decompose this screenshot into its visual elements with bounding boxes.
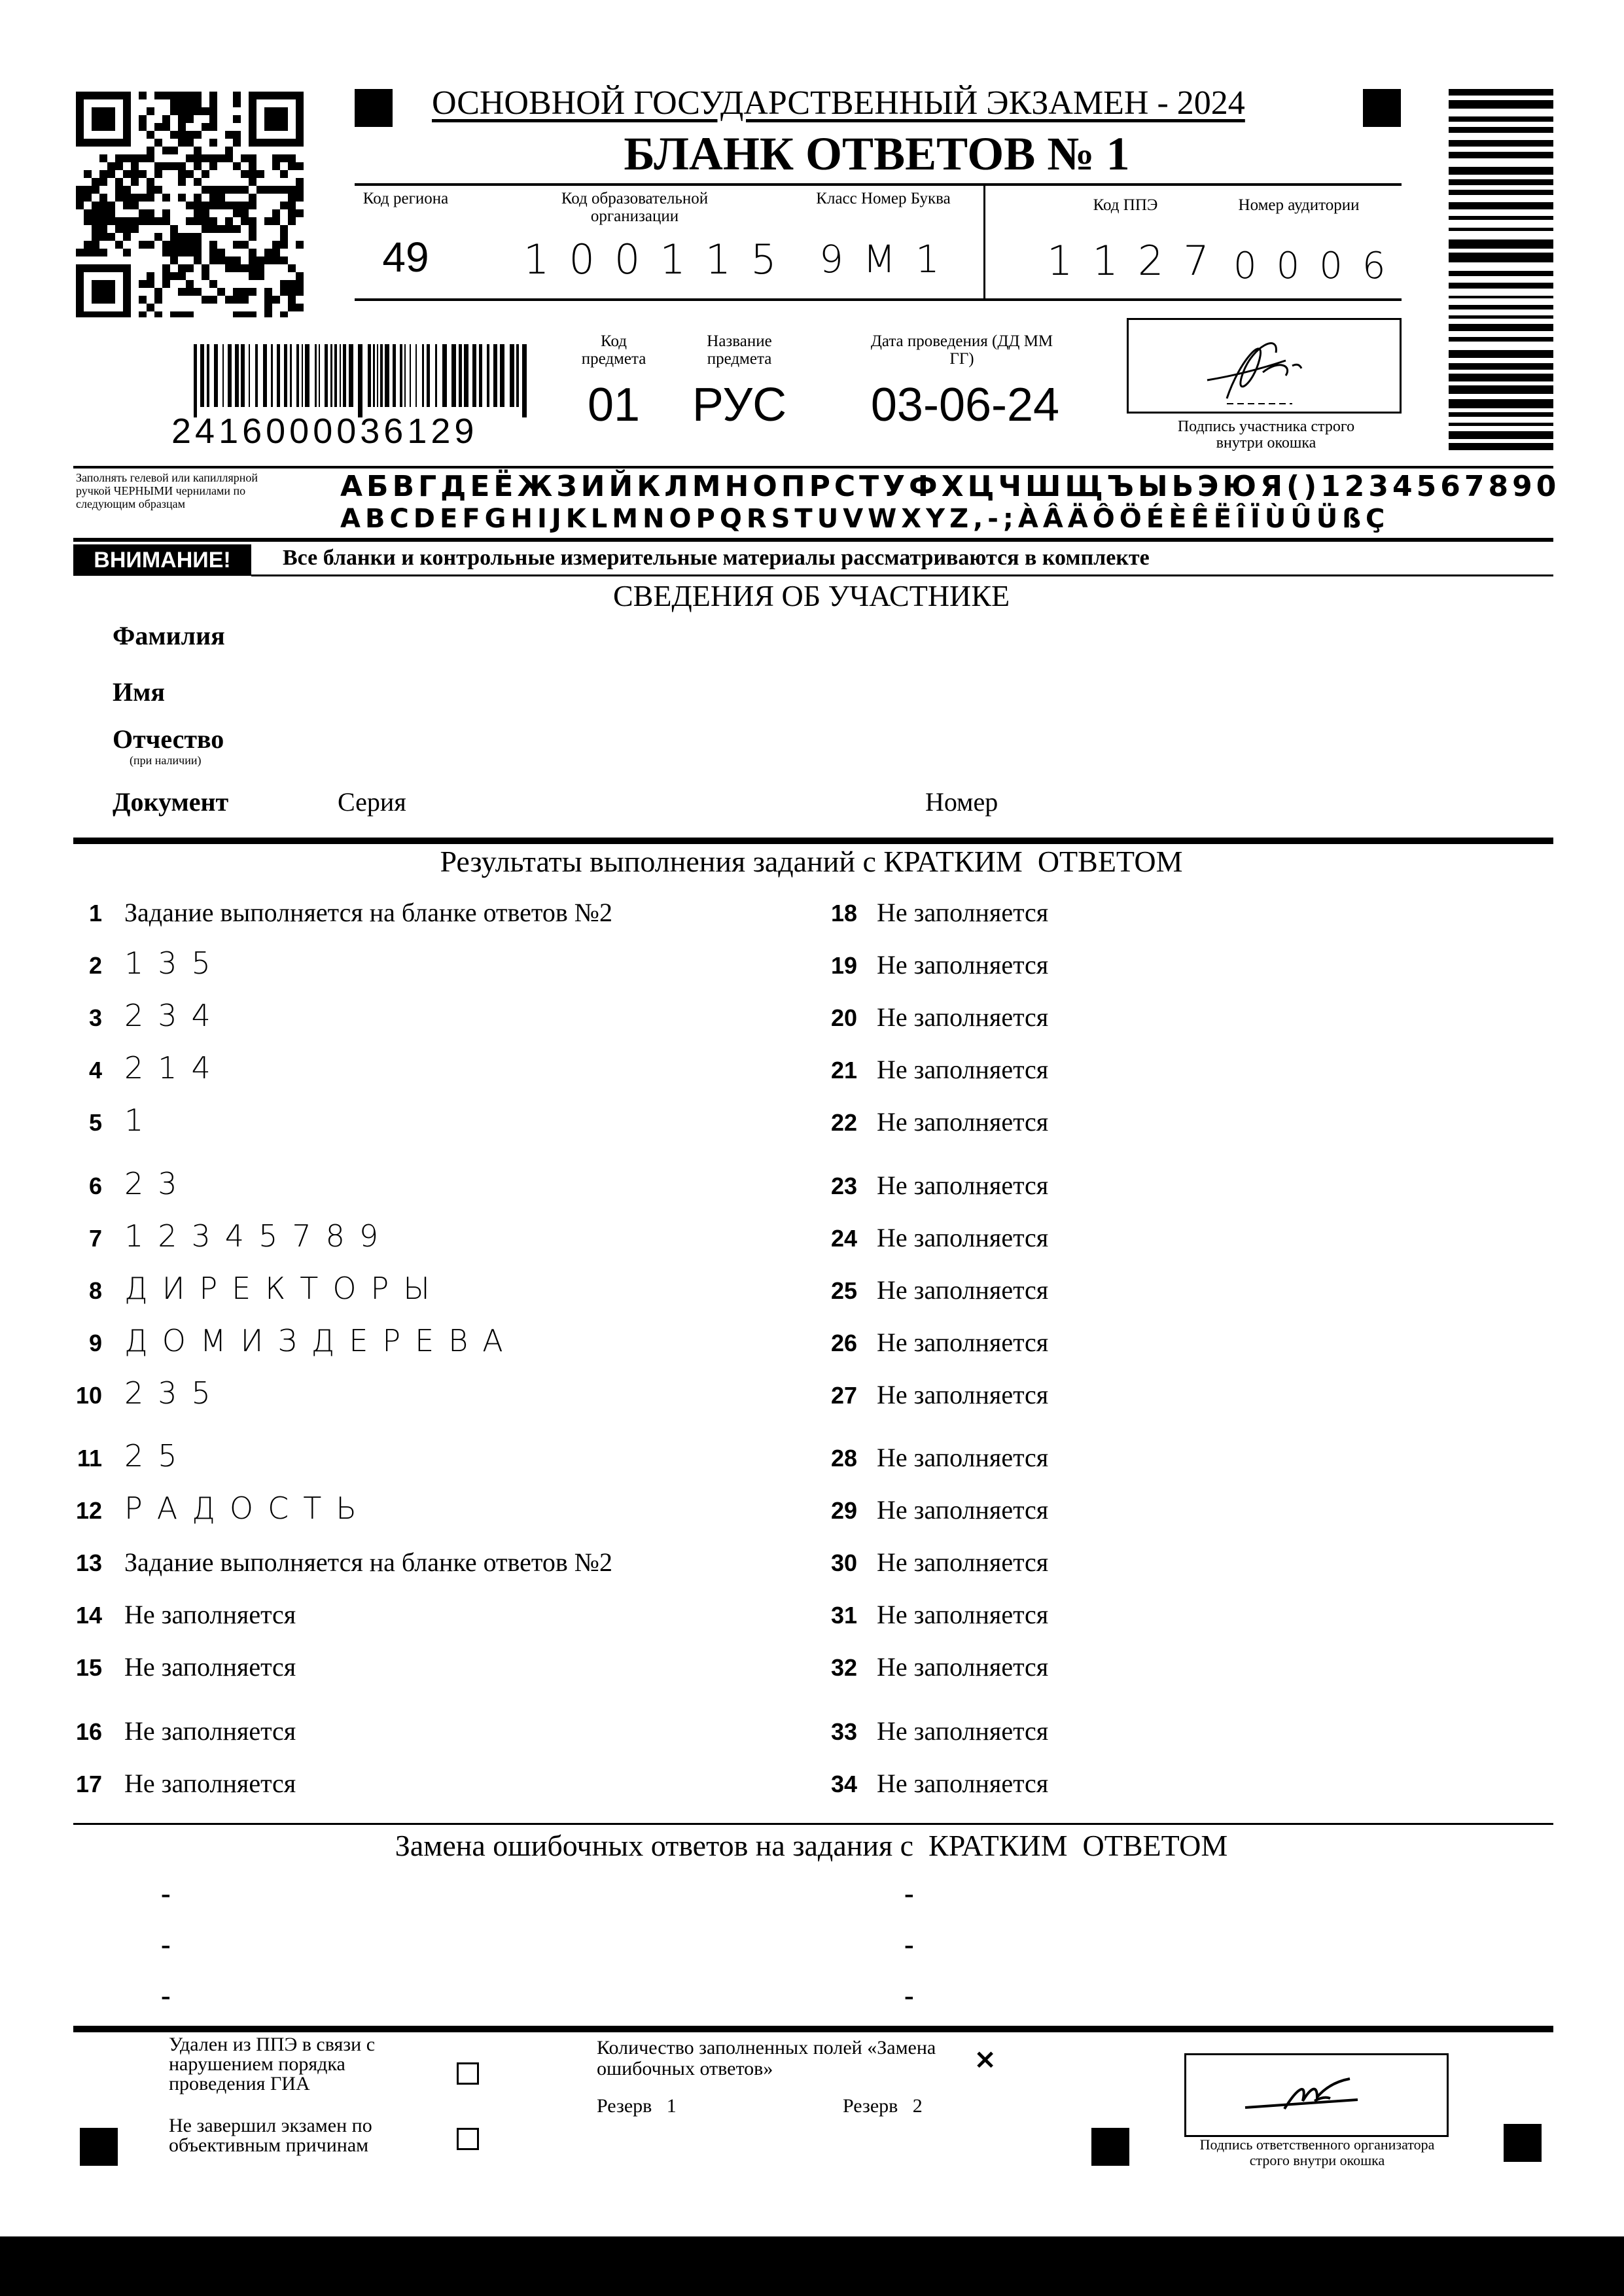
corner-marker-bottom-left	[80, 2128, 118, 2166]
corner-marker-bottom-center	[1091, 2128, 1129, 2166]
results-rule-top	[73, 838, 1553, 844]
answer-text: Не заполняется	[124, 1600, 296, 1629]
replacement-field-right[interactable]: -	[904, 1979, 914, 2011]
participant-signature	[1129, 320, 1400, 412]
answer-text: Задание выполняется на бланке ответов №2	[124, 898, 612, 927]
participant-signature-caption: Подпись участника строго внутри окошка	[1177, 418, 1355, 451]
answer-number: 24	[830, 1225, 857, 1252]
room-label: Номер аудитории	[1238, 196, 1360, 214]
answer-number: 23	[830, 1173, 857, 1199]
number-label: Номер	[925, 787, 998, 817]
answer-number: 16	[75, 1718, 102, 1745]
subject-code-label: Код предмета	[581, 332, 646, 368]
reserve2-label: Резерв 2	[843, 2095, 923, 2117]
answer-number: 12	[75, 1497, 102, 1524]
answer-text: Не заполняется	[877, 1716, 1049, 1746]
answer-number: 19	[830, 952, 857, 979]
patronymic-label: Отчество	[113, 724, 224, 754]
results-rule-bottom	[73, 1823, 1553, 1825]
replaced-count-label: Количество заполненных полей «Замена ошибочных ответов»	[597, 2037, 936, 2079]
answer-number: 13	[75, 1549, 102, 1576]
answer-number: 7	[88, 1225, 102, 1252]
replacement-field-right[interactable]: -	[904, 1877, 914, 1909]
scan-bottom-band	[0, 2236, 1624, 2296]
answer-number: 34	[830, 1771, 857, 1797]
answer-number: 20	[830, 1004, 857, 1031]
answer-handwritten[interactable]: РАДОСТЬ	[124, 1491, 371, 1526]
sample-instruction: Заполнять гелевой или капиллярной ручкой ЧЕРНЫМИ чернилами по следующим образцам	[76, 471, 258, 510]
not-finished-checkbox[interactable]	[457, 2128, 479, 2150]
answer-text: Не заполняется	[877, 1107, 1049, 1137]
answer-text: Не заполняется	[877, 1171, 1049, 1200]
answer-text: Не заполняется	[877, 1380, 1049, 1409]
answer-number: 5	[88, 1109, 102, 1136]
answer-text: Не заполняется	[124, 1769, 296, 1798]
class-label: Класс Номер Буква	[816, 190, 951, 207]
replacement-section-title: Замена ошибочных ответов на задания с КРАТКИМ ОТВЕТОМ	[395, 1829, 1228, 1862]
barcode-number: 2416000036129	[171, 412, 478, 451]
answer-text: Не заполняется	[877, 1002, 1049, 1032]
ppe-value: 1127	[1047, 237, 1229, 285]
answer-text: Не заполняется	[877, 1495, 1049, 1525]
corner-marker-top-left	[355, 89, 393, 127]
removed-label: Удален из ППЭ в связи с нарушением порядка проведения ГИА	[169, 2034, 376, 2094]
footer-rule	[73, 2026, 1553, 2032]
answer-number: 1	[88, 900, 102, 927]
org-label: Код образовательной организации	[561, 190, 709, 225]
answer-handwritten[interactable]: 12345789	[124, 1218, 393, 1254]
qr-code	[76, 92, 311, 317]
answer-number: 2	[88, 952, 102, 979]
reserve1-label: Резерв 1	[597, 2095, 677, 2117]
answer-handwritten[interactable]: ДИРЕКТОРЫ	[124, 1271, 444, 1306]
replacement-field-left[interactable]: -	[161, 1979, 171, 2011]
replaced-count-mark[interactable]: ×	[974, 2043, 997, 2075]
sample-row-latin: ABCDEFGHIJKLMNOPQRSTUVWXYZ,-;ÀÂÄÔÖÉÈÊËÎÏÙÛÜßÇ	[340, 504, 1390, 534]
answer-number: 31	[830, 1602, 857, 1629]
removed-checkbox[interactable]	[457, 2062, 479, 2085]
answer-number: 22	[830, 1109, 857, 1136]
header-rule-1	[355, 183, 1402, 186]
answer-number: 6	[88, 1173, 102, 1199]
answer-number: 14	[75, 1602, 102, 1629]
timing-marks-barcode	[1449, 89, 1553, 450]
answer-handwritten[interactable]: 25	[124, 1438, 192, 1474]
answer-number: 4	[88, 1057, 102, 1084]
answer-text: Не заполняется	[877, 1652, 1049, 1682]
header-divider	[983, 185, 985, 300]
answer-handwritten[interactable]: 214	[124, 1050, 225, 1086]
sample-row-cyrillic: АБВГДЕЁЖЗИЙКЛМНОПРСТУФХЦЧШЩЪЫЬЭЮЯ()1234567890	[340, 470, 1561, 503]
region-label: Код региона	[362, 190, 449, 207]
warning-text: Все бланки и контрольные измерительные материалы рассматриваются в комплекте	[283, 546, 1150, 570]
answer-text: Задание выполняется на бланке ответов №2	[124, 1547, 612, 1577]
organizer-signature-caption: Подпись ответственного организатора строго внутри окошка	[1199, 2136, 1435, 2168]
answer-handwritten[interactable]: ДОМИЗДЕРЕВА	[124, 1323, 518, 1358]
replacement-field-left[interactable]: -	[161, 1928, 171, 1960]
patronymic-note: (при наличии)	[130, 754, 202, 767]
answer-number: 27	[830, 1382, 857, 1409]
answer-number: 18	[830, 900, 857, 927]
not-finished-label: Не завершил экзамен по объективным причинам	[169, 2115, 372, 2156]
header-rule-2	[355, 298, 1402, 301]
answer-handwritten[interactable]: 234	[124, 998, 225, 1033]
series-label: Серия	[338, 787, 406, 817]
answer-number: 33	[830, 1718, 857, 1745]
answer-number: 32	[830, 1654, 857, 1681]
sample-rule-top	[73, 466, 1553, 468]
ppe-label: Код ППЭ	[1093, 196, 1158, 214]
answer-number: 8	[88, 1277, 102, 1304]
answer-number: 30	[830, 1549, 857, 1576]
answer-handwritten[interactable]: 1	[124, 1103, 158, 1138]
answer-handwritten[interactable]: 235	[124, 1375, 225, 1411]
answer-text: Не заполняется	[877, 1328, 1049, 1357]
warning-rule	[251, 574, 1553, 576]
answer-number: 28	[830, 1445, 857, 1472]
answer-number: 11	[77, 1445, 102, 1472]
answer-text: Не заполняется	[124, 1716, 296, 1746]
organizer-signature-box[interactable]	[1184, 2053, 1449, 2137]
answer-text: Не заполняется	[124, 1652, 296, 1682]
answer-handwritten[interactable]: 135	[124, 945, 225, 981]
class-value: 9М1	[819, 237, 959, 281]
exam-title: ОСНОВНОЙ ГОСУДАРСТВЕННЫЙ ЭКЗАМЕН - 2024	[432, 84, 1245, 122]
answer-number: 26	[830, 1330, 857, 1356]
room-value: 0006	[1233, 245, 1405, 287]
warning-badge: ВНИМАНИЕ!	[73, 544, 251, 576]
answer-number: 17	[75, 1771, 102, 1797]
date-value: 03-06-24	[870, 379, 1060, 431]
date-label: Дата проведения (ДД ММ ГГ)	[870, 332, 1053, 368]
answer-number: 25	[830, 1277, 857, 1304]
org-value: 100115	[523, 236, 796, 283]
answer-text: Не заполняется	[877, 1275, 1049, 1305]
answer-handwritten[interactable]: 23	[124, 1166, 192, 1201]
subject-name-label: Название предмета	[707, 332, 772, 368]
subject-code-value: 01	[587, 379, 641, 431]
corner-marker-top-right	[1363, 89, 1401, 127]
form-title: БЛАНК ОТВЕТОВ № 1	[624, 128, 1130, 180]
replacement-field-right[interactable]: -	[904, 1928, 914, 1960]
participant-section-title: СВЕДЕНИЯ ОБ УЧАСТНИКЕ	[612, 579, 1010, 612]
region-value: 49	[382, 234, 429, 281]
answer-text: Не заполняется	[877, 1600, 1049, 1629]
answer-number: 10	[75, 1382, 102, 1409]
answer-text: Не заполняется	[877, 1223, 1049, 1252]
answer-number: 29	[830, 1497, 857, 1524]
answer-number: 15	[75, 1654, 102, 1681]
answer-text: Не заполняется	[877, 1443, 1049, 1472]
answer-text: Не заполняется	[877, 1547, 1049, 1577]
answer-text: Не заполняется	[877, 1769, 1049, 1798]
replacement-field-left[interactable]: -	[161, 1877, 171, 1909]
organizer-signature	[1186, 2055, 1447, 2135]
results-section-title: Результаты выполнения заданий с КРАТКИМ ОТВЕТОМ	[440, 845, 1183, 878]
subject-name-value: РУС	[692, 379, 787, 431]
surname-label: Фамилия	[113, 621, 225, 650]
document-label: Документ	[113, 787, 229, 817]
barcode	[194, 344, 534, 417]
corner-marker-bottom-right	[1504, 2124, 1542, 2162]
name-label: Имя	[113, 677, 165, 707]
answer-number: 21	[830, 1057, 857, 1084]
participant-signature-box[interactable]	[1127, 318, 1402, 414]
answer-text: Не заполняется	[877, 898, 1049, 927]
sample-rule-bottom	[73, 538, 1553, 542]
answer-number: 3	[88, 1004, 102, 1031]
answer-number: 9	[88, 1330, 102, 1356]
answer-text: Не заполняется	[877, 1055, 1049, 1084]
answer-text: Не заполняется	[877, 950, 1049, 980]
